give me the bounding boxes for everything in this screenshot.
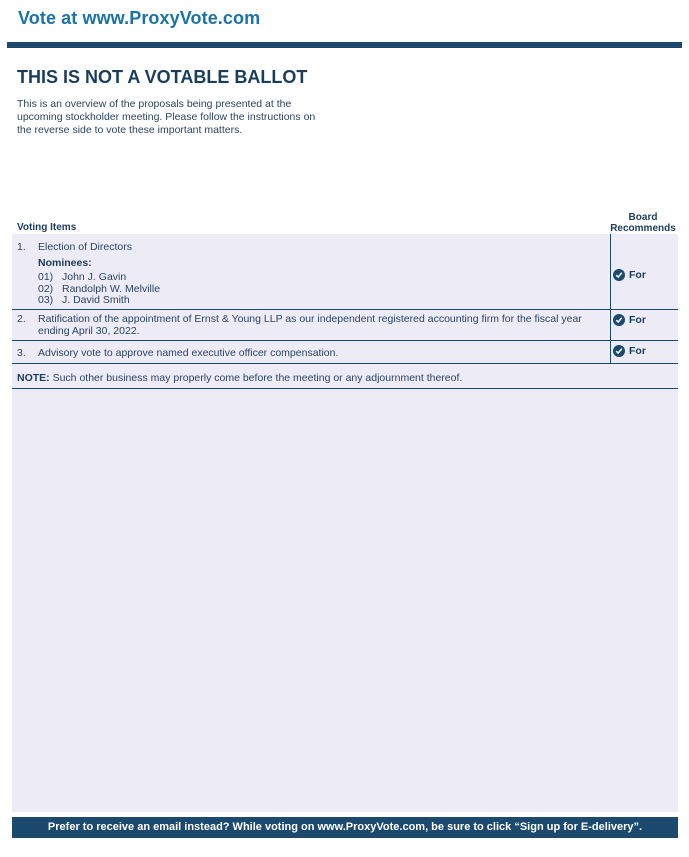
item-text: Advisory vote to approve named executive officer compensation. bbox=[38, 347, 339, 359]
board-header-line: Board bbox=[628, 212, 658, 223]
intro-text bbox=[17, 98, 347, 137]
nominees-label: Nominees: bbox=[38, 257, 92, 269]
recommendation-label: For bbox=[629, 345, 646, 357]
nominee-row bbox=[38, 294, 130, 306]
item-number: 2. bbox=[17, 313, 26, 325]
item-text bbox=[38, 313, 582, 337]
header-divider bbox=[7, 42, 682, 48]
ballot-title: THIS IS NOT A VOTABLE BALLOT bbox=[17, 67, 308, 87]
item-text-line: Ratification of the appointment of Ernst & Young LLP as our independent registered accounting firm for the fiscal year bbox=[38, 313, 582, 325]
item-text-line: ending April 30, 2022. bbox=[38, 325, 140, 337]
recommendation-item-3 bbox=[613, 345, 646, 357]
row-divider bbox=[12, 340, 678, 341]
intro-line: upcoming stockholder meeting. Please follow the instructions on bbox=[17, 111, 316, 123]
check-circle-icon bbox=[613, 269, 625, 281]
row-divider bbox=[12, 309, 678, 310]
note-text: Such other business may properly come before the meeting or any adjournment thereof. bbox=[49, 372, 463, 384]
header-title: Vote at www.ProxyVote.com bbox=[18, 8, 261, 28]
nominee-name: J. David Smith bbox=[62, 294, 130, 306]
item-number: 3. bbox=[17, 347, 26, 359]
nominee-number: 02) bbox=[38, 283, 54, 295]
footer-banner: Prefer to receive an email instead? While voting on www.ProxyVote.com, be sure to click “Sign up for E-delivery”. bbox=[12, 817, 678, 838]
recommendation-label: For bbox=[629, 269, 646, 281]
item-text: Election of Directors bbox=[38, 241, 132, 253]
voting-items-header: Voting Items bbox=[17, 222, 77, 233]
board-recommends-header bbox=[608, 212, 678, 234]
check-circle-icon bbox=[613, 314, 625, 326]
item-number: 1. bbox=[17, 241, 26, 253]
row-divider bbox=[12, 388, 678, 389]
column-divider bbox=[610, 234, 611, 364]
row-divider bbox=[12, 363, 678, 364]
recommendation-item-2 bbox=[613, 314, 646, 326]
intro-line: the reverse side to vote these important matters. bbox=[17, 124, 243, 136]
note bbox=[17, 372, 462, 384]
nominee-name: Randolph W. Melville bbox=[62, 283, 161, 295]
recommendation-label: For bbox=[629, 314, 646, 326]
recommendation-item-1 bbox=[613, 269, 646, 281]
intro-line: This is an overview of the proposals being presented at the bbox=[17, 98, 292, 110]
nominee-number: 03) bbox=[38, 294, 54, 306]
nominee-number: 01) bbox=[38, 271, 54, 283]
check-circle-icon bbox=[613, 345, 625, 357]
board-header-line: Recommends bbox=[610, 223, 676, 234]
nominee-row bbox=[38, 271, 126, 283]
nominee-name: John J. Gavin bbox=[62, 271, 127, 283]
note-label: NOTE: bbox=[17, 372, 50, 384]
